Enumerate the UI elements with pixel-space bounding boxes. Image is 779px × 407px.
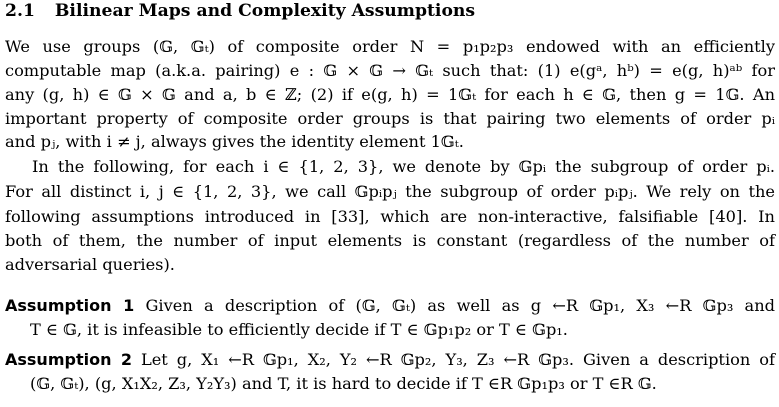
paragraph-1-line-4: important property of composite order groups is that pairing two elements of order pᵢ xyxy=(5,109,775,128)
paragraph-2-line-1: In the following, for each i ∈ {1, 2, 3}, we denote by 𝔾pᵢ the subgroup of order pᵢ. xyxy=(32,157,775,176)
paragraph-1-line-3: any (g, h) ∈ 𝔾 × 𝔾 and a, b ∈ ℤ; (2) if e(g, h) = 1𝔾ₜ for each h ∈ 𝔾, then g = 1𝔾. An xyxy=(5,85,775,104)
assumption-1-text-1: Given a description of (𝔾, 𝔾ₜ) as well as g ←R 𝔾p₁, X₃ ←R 𝔾p₃ and xyxy=(145,296,775,315)
assumption-2-line-2: (𝔾, 𝔾ₜ), (g, X₁X₂, Z₃, Y₂Y₃) and T, it is hard to decide if T ∈R 𝔾p₁p₃ or T ∈R 𝔾. xyxy=(30,374,657,393)
paragraph-1-line-1: We use groups (𝔾, 𝔾ₜ) of composite order N = p₁p₂p₃ endowed with an efficiently xyxy=(5,37,775,56)
assumption-1-label: Assumption 1 xyxy=(5,296,135,315)
assumption-2-line-1 xyxy=(5,350,775,370)
assumption-2-label: Assumption 2 xyxy=(5,350,132,369)
paragraph-2-line-4: both of them, the number of input elements is constant (regardless of the number of xyxy=(5,231,775,250)
section-number: 2.1 xyxy=(5,1,35,21)
paragraph-2-line-5: adversarial queries). xyxy=(5,255,175,274)
assumption-2-text-1: Let g, X₁ ←R 𝔾p₁, X₂, Y₂ ←R 𝔾p₂, Y₃, Z₃ ←R 𝔾p₃. Given a description of xyxy=(140,350,775,369)
assumption-1-line-1 xyxy=(5,296,775,316)
paragraph-2-line-2: For all distinct i, j ∈ {1, 2, 3}, we call 𝔾pᵢpⱼ the subgroup of order pᵢpⱼ. We rely on the xyxy=(5,182,775,201)
assumption-1-line-2: T ∈ 𝔾, it is infeasible to efficiently decide if T ∈ 𝔾p₁p₂ or T ∈ 𝔾p₁. xyxy=(30,320,568,339)
section-heading xyxy=(5,1,475,21)
section-title: Bilinear Maps and Complexity Assumptions xyxy=(54,1,476,21)
paragraph-2-line-3: following assumptions introduced in [33], which are non-interactive, falsifiable [40]. In xyxy=(5,207,775,226)
paragraph-1-line-5: and pⱼ, with i ≠ j, always gives the identity element 1𝔾ₜ. xyxy=(5,132,464,151)
paragraph-1-line-2: computable map (a.k.a. pairing) e : 𝔾 × 𝔾 → 𝔾ₜ such that: (1) e(gᵃ, hᵇ) = e(g, h)ᵃᵇ for xyxy=(5,61,775,80)
